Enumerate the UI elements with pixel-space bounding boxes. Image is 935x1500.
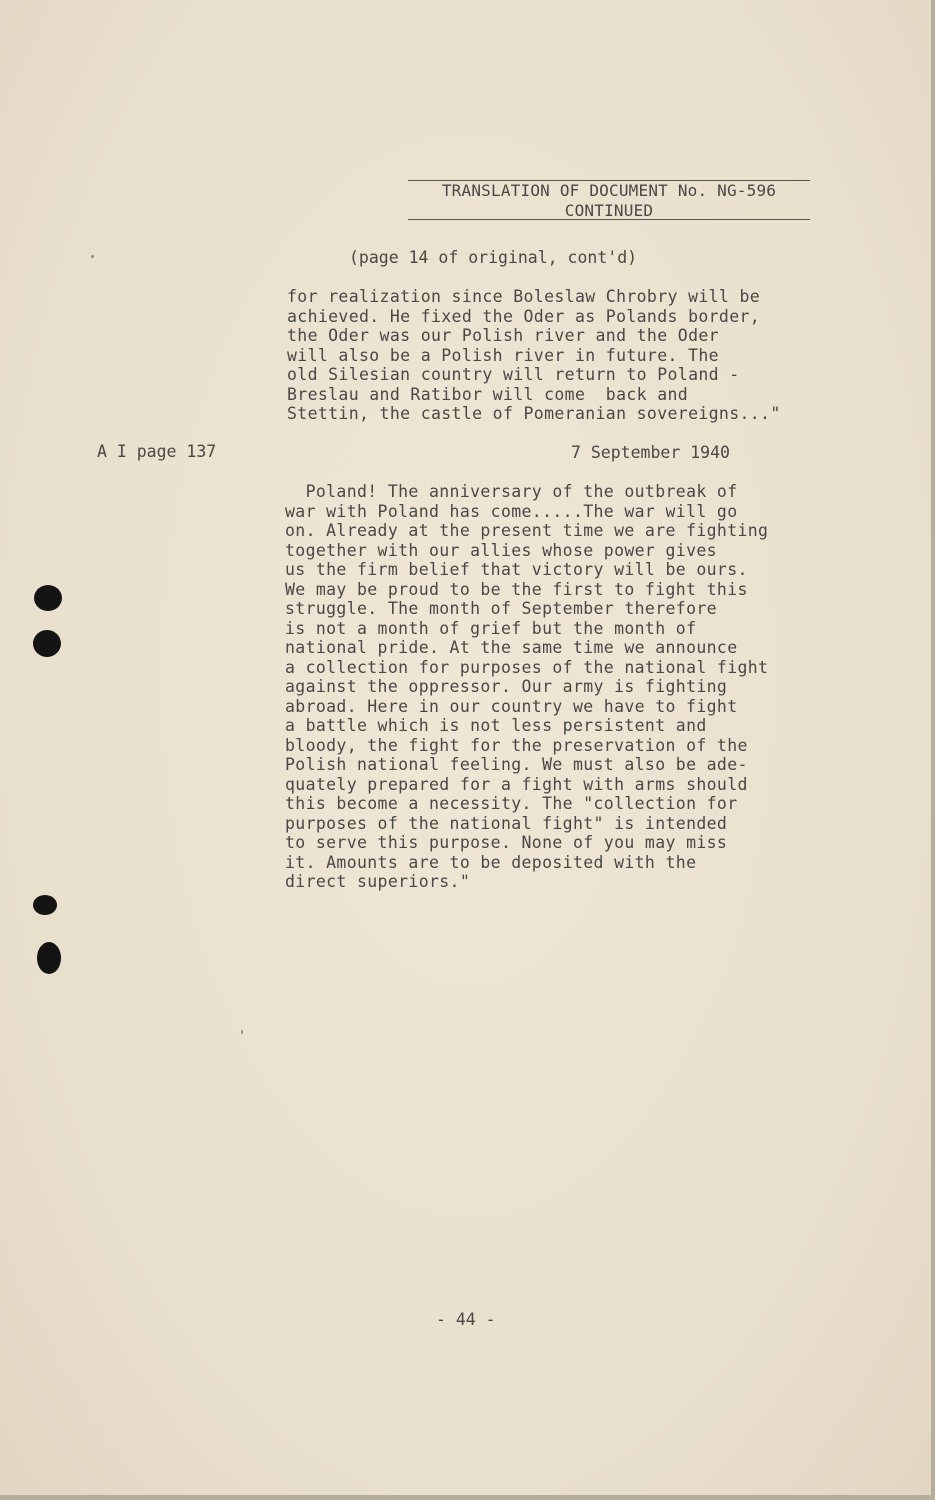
document-header: [408, 180, 810, 221]
body-paragraph: Poland! The anniversary of the outbreak of war with Poland has come.....The war will go on. Already at the present time we are fighting together with our allies whose power gives us the firm belief that victory will be ours. We may be proud to be the first to fight this struggle. The month of September therefore is not a month of grief but the month of national pride. At the same time we announce a collection for purposes of the national fight against the oppressor. Our army is fighting abroad. Here in our country we have to fight a battle which is not less persistent and bloody, the fight for the preservation of the Polish national feeling. We must also be ade- quately prepared for a fight with arms should this become a necessity. The "collection for purposes of the national fight" is intended to serve this purpose. None of you may miss it. Amounts are to be deposited with the direct superiors.": [285, 482, 769, 891]
page-edge-bottom: [0, 1495, 935, 1500]
paper-speck: [241, 1030, 243, 1034]
header-title: TRANSLATION OF DOCUMENT No. NG-596: [408, 180, 810, 201]
page-number: - 44 -: [436, 1310, 496, 1329]
paper-speck: [91, 255, 94, 258]
punch-hole: [33, 630, 61, 657]
date-line: 7 September 1940: [571, 443, 730, 462]
punch-hole: [34, 585, 62, 611]
original-page-reference: (page 14 of original, cont'd): [349, 248, 638, 267]
page-edge-right: [931, 0, 935, 1500]
header-underline: [408, 219, 810, 220]
header-subtitle: CONTINUED: [564, 201, 654, 220]
punch-hole: [37, 942, 61, 974]
punch-hole: [33, 895, 57, 915]
margin-reference: A I page 137: [97, 442, 217, 461]
quote-paragraph: for realization since Boleslaw Chrobry will be achieved. He fixed the Oder as Polands border, the Oder was our Polish river and the Oder will also be a Polish river in future. The old Silesian country will return to Poland - Breslau and Ratibor will come back and Stettin, the castle of Pomeranian sovereigns...": [287, 287, 781, 423]
